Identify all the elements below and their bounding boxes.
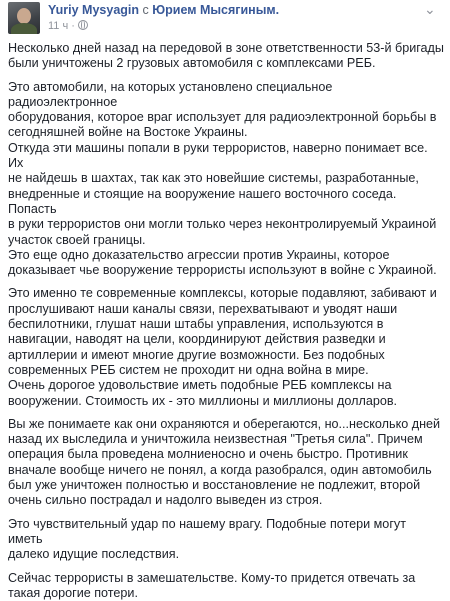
- paragraph-gap: [8, 278, 444, 286]
- paragraph-gap: [8, 409, 444, 417]
- post-paragraph: Это именно те современные комплексы, которые подавляют, забивают и прослушивают наши каналы связи, перехватывают и уводят наши беспилотники, глушат наши штабы управления, используются в навигации, наводят на цели, координируют действия разведки и артиллерии и имеют многие другие возможности. Без подобных современных РЕБ систем не проходит ни одна война в мире.: [8, 286, 444, 378]
- globe-icon[interactable]: [78, 20, 88, 30]
- paragraph-gap: [8, 563, 444, 571]
- avatar-shoulders: [11, 23, 37, 34]
- post-paragraph: Откуда эти машины попали в руки террористов, наверно понимает все. Их не найдешь в шахтах, так как это новейшие системы, разработанные, внедренные и стоящие на вооружение нашего восточного соседа. Попасть в руки террористов они могли только через неконтролируемый Украиной участок своей границы.: [8, 141, 444, 248]
- avatar[interactable]: [8, 2, 40, 34]
- post-timestamp[interactable]: 11 ч: [48, 20, 68, 32]
- post-paragraph: Несколько дней назад на передовой в зоне ответственности 53-й бригады были уничтожены 2 грузовых автомобиля с комплексами РЕБ.: [8, 41, 444, 72]
- post-paragraph: Это чувствительный удар по нашему врагу. Подобные потери могут иметь далеко идущие последствия.: [8, 517, 444, 563]
- post-paragraph: Сейчас террористы в замешательстве. Кому-то придется отвечать за такая дорогие потери.: [8, 571, 444, 601]
- author-line: [48, 2, 279, 18]
- post-paragraph: Вы же понимаете как они охраняются и оберегаются, но...несколько дней назад их выследила и уничтожила неизвестная "Третья сила". Причем операция была проведена молниеносно и очень быстро. Противник вначале вообще ничего не понял, а когда разобрался, один автомобиль был уже уничтожен полностью и восстановление не подлежит, второй очень сильно пострадал и надолго выведен из строя.: [8, 417, 444, 509]
- post-meta: [48, 19, 88, 33]
- post-header: [8, 2, 442, 36]
- tagged-person-link[interactable]: Юрием Мысягиным.: [152, 3, 279, 17]
- avatar-face: [17, 8, 31, 24]
- chevron-down-icon[interactable]: ⌄: [424, 4, 440, 14]
- post-paragraph: Это еще одно доказательство агрессии против Украины, которое доказывает чье вооружение террористы используют в войне с Украиной.: [8, 248, 444, 279]
- post-body: [8, 41, 444, 601]
- author-name-link[interactable]: Yuriy Mysyagin: [48, 3, 139, 17]
- paragraph-gap: [8, 509, 444, 517]
- paragraph-gap: [8, 72, 444, 80]
- meta-separator: ·: [71, 20, 75, 32]
- post-paragraph: Это автомобили, на которых установлено специальное радиоэлектронное оборудования, которое враг использует для радиоэлектронной борьбы в сегодняшней войне на Востоке Украины.: [8, 80, 444, 141]
- with-text: с: [143, 3, 149, 17]
- post-paragraph: Очень дорогое удовольствие иметь подобные РЕБ комплексы на вооружении. Стоимость их - это миллионы и миллионы долларов.: [8, 378, 444, 409]
